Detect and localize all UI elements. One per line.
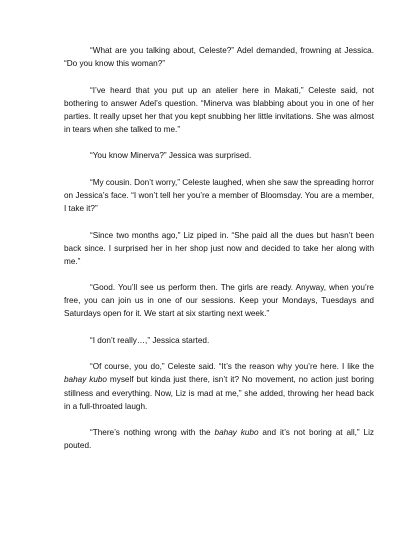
text-run: and it’s not boring at all,” Liz pouted. [64,428,375,451]
paragraph [64,229,374,268]
text-run: myself but kinda just there, isn’t it? No movement, no action just boring stillness and everything. Now, Liz is mad at me,” she added, throwing her head back in a full-throated laugh. [64,375,374,411]
text-run: “I’ve heard that you put up an atelier here in Makati,” Celeste said, not bothering to answer Adel’s question. “Minerva was blabbing about you in one of her parties. It really upset her that you kept snubbing her little invitations. She was almost in tears when she talked to me.” [64,85,374,134]
text-run: “There’s nothing wrong with the [90,428,215,438]
italic-text-run: bahay kubo [64,375,107,385]
paragraph [64,334,374,347]
text-run: “Good. You’ll see us perform then. The girls are ready. Anyway, when you’re free, you can join us in one of our sessions. Keep your Mondays, Tuesdays and Saturdays open for it. We start at six starting next week.” [64,283,374,319]
text-run: “My cousin. Don’t worry,” Celeste laughed, when she saw the spreading horror on Jessica’s face. “I won’t tell her you’re a member of Bloomsday. You are a member, I take it?” [64,177,374,214]
italic-text-run: bahay kubo [214,428,259,438]
paragraph [64,149,374,162]
document-body [64,44,374,452]
text-run: “I don’t really…,” Jessica started. [90,335,210,345]
text-run: “Of course, you do,” Celeste said. “It’s the reason why you’re here. I like the [90,362,374,372]
paragraph [64,44,374,70]
text-run: “You know Minerva?” Jessica was surprised. [90,151,252,161]
paragraph [64,281,374,320]
paragraph [64,360,374,412]
text-run: “Since two months ago,” Liz piped in. “She paid all the dues but hasn’t been back since. I surprised her in her shop just now and decided to take her along with me.” [64,230,374,266]
paragraph [64,426,374,452]
paragraph [64,176,374,215]
paragraph [64,84,374,136]
text-run: “What are you talking about, Celeste?” Adel demanded, frowning at Jessica. “Do you know this woman?” [64,46,374,69]
